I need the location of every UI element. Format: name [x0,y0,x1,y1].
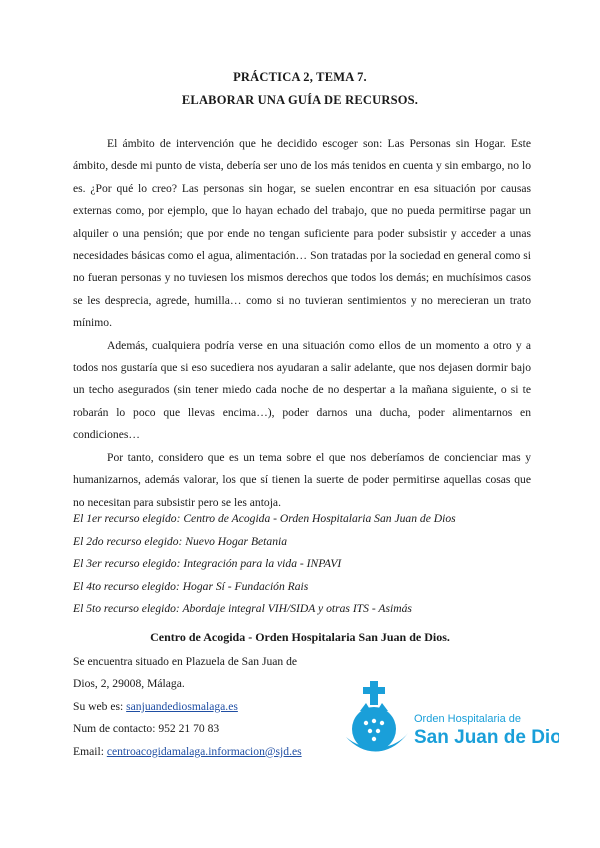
resources-list [73,508,533,621]
san-juan-de-dios-logo-icon [344,681,559,761]
resource-item: El 2do recurso elegido: Nuevo Hogar Betania [73,534,288,548]
title-line-2: ELABORAR UNA GUÍA DE RECURSOS. [181,93,419,107]
resource-item: El 4to recurso elegido: Hogar Sí - Fundación Rais [73,579,309,593]
address-line-2: Dios, 2, 29008, Málaga. [73,677,185,691]
resource-item: El 1er recurso elegido: Centro de Acogida - Orden Hospitalaria San Juan de Dios [73,512,456,525]
paragraph-1: El ámbito de intervención que he decidido escoger son: Las Personas sin Hogar. Este ámbito, desde mi punto de vista, debería ser uno de los más tenidos en cuenta y sin embargo, no lo es. ¿Por qué lo creo? Las personas sin hogar, se suelen encontrar en esa situación por causas externas como, por ejemplo, que lo hayan echado del trabajo, que no pueda permitirse pagar un alquiler o una pensión; que por ende no tengan suficiente para poder subsistir y acceder a unas necesidades básicas como el agua, alimentación… Son tratadas por la sociedad en general como si no fueran personas y no tuviesen los mismos derechos que todos los demás; en muchísimos casos se les desprecia, agrede, humilla… como si no tuvieran sentimientos y no merecieran un trato mínimo. [73,137,531,330]
web-label: Su web es: [73,699,127,713]
email-link[interactable]: centroacogidamalaga.informacion@sjd.es [106,744,302,758]
body-text [73,133,531,514]
resource-item: El 5to recurso elegido: Abordaje integral VIH/SIDA y otras ITS - Asimás [73,602,412,616]
web-link[interactable]: sanjuandediosmalaga.es [126,699,238,713]
logo-line-2: San Juan de Dios [414,727,559,748]
phone-line: Num de contacto: 952 21 70 83 [73,722,220,736]
paragraph-2: Además, cualquiera podría verse en una situación como ellos de un momento a otro y a todos nos gustaría que si eso sucediera nos ayudaran a salir adelante, que nos dejasen dormir bajo un techo asegurados (sin tener miedo cada noche de no despertar a la mañana siguiente, o si te robarán lo poco que llevas encima…), poder darnos una ducha, poder alimentarnos en condiciones… [73,338,531,442]
email-row [73,741,353,763]
address-line-1: Se encuentra situado en Plazuela de San Juan de [73,655,298,668]
paragraph-3: Por tanto, considero que es un tema sobre el que nos deberíamos de concienciar mas y humanizarnos, además valorar, los que sí tienen la suerte de poder permitirse aquellas cosas que no necesitan para subsistir pero se les antoja. [73,450,531,509]
center-heading: Centro de Acogida - Orden Hospitalaria San Juan de Dios. [150,630,450,644]
center-info [73,651,353,763]
title-line-1: PRÁCTICA 2, TEMA 7. [233,70,367,84]
web-row [73,696,353,718]
logo-line-1: Orden Hospitalaria de [414,713,522,725]
resource-item: El 3er recurso elegido: Integración para la vida - INPAVI [73,557,342,571]
email-label: Email: [73,744,107,758]
logo [344,681,559,761]
